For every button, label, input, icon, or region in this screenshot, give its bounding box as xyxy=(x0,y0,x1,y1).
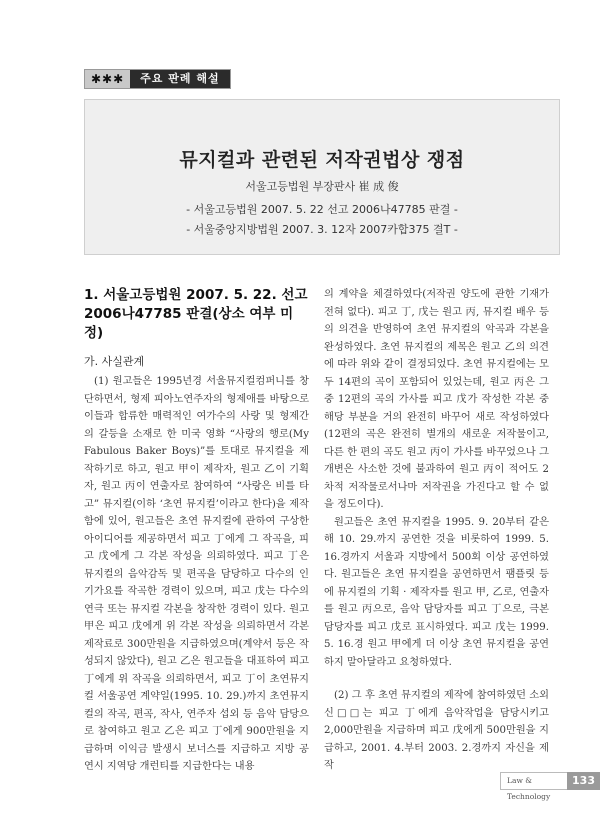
paragraph: 의 계약을 체결하였다(저작권 양도에 관한 기재가 전혀 없다). 피고 丁, 戊는 원고 丙, 뮤지컬 배우 등의 의견을 반영하여 초연 뮤지컬의 악곡과 각본을 완성하였다. 초연 뮤지컬의 제목은 원고 乙의 의견에 따라 위와 같이 결정되었다. 초연 뮤지컬에는 모두 14편의 곡이 포함되어 있었는데, 원고 丙은 그 중 12편의 곡의 가사를 피고 戊가 작성한 각본 중 해당 부분을 거의 완전히 바꾸어 새로 작성하였다(12편의 곡은 완전히 별개의 새로운 저작물이고, 다른 한 편의 곡도 원고 丙이 가사를 바꾸었으나 그 개변은 사소한 것에 불과하여 원고 丙이 적어도 2차적 저작물로서나마 저작권을 가진다고 할 수 없을 정도이다). xyxy=(324,289,549,510)
subsection-heading: 가. 사실관계 xyxy=(84,355,145,368)
page-footer xyxy=(500,772,600,801)
left-column xyxy=(84,286,309,776)
paragraph: 원고들은 초연 뮤지컬을 1995. 9. 20부터 같은 해 10. 29.까지 공연한 것을 비롯하여 1999. 5. 16.경까지 서울과 지방에서 500회 이상 공연하였다. 원고들은 초연 뮤지컬을 공연하면서 팸플릿 등에 뮤지컬의 기획 · 제작자를 원고 甲, 乙로, 연출자를 원고 丙으로, 음악 담당자를 피고 丁으로, 극본 담당자를 피고 戊로 표시하였다. 피고 戊는 1999. 5. 16.경 원고 甲에게 더 이상 초연 뮤지컬을 공연하지 말아달라고 요청하였다. xyxy=(324,516,549,668)
article-title: 뮤지컬과 관련된 저작권법상 쟁점 xyxy=(179,149,465,171)
section-heading: 1. 서울고등법원 2007. 5. 22. 선고 2006나47785 판결(상소 여부 미정) xyxy=(84,287,308,341)
title-box xyxy=(84,99,560,255)
case-reference-2: - 서울중앙지방법원 2007. 3. 12자 2007카합375 결T - xyxy=(186,223,458,236)
paragraph: (1) 원고들은 1995년경 서울뮤지컬컴퍼니를 창단하면서, 형제 피아노연주자의 형제애를 바탕으로 이들과 합류한 매력적인 여가수의 사랑 및 형제간의 갈등을 소재로 한 미국 영화 “사랑의 행로(My Fabulous Baker Boys)”를 토대로 뮤지컬을 제작하기로 하고, 원고 甲이 제작자, 원고 乙이 기획자, 원고 丙이 연출자로 참여하여 “사랑은 비를 타고” 뮤지컬(이하 ‘초연 뮤지컬’이라고 한다)을 제작함에 있어, 원고들은 초연 뮤지컬에 관하여 구상한 아이디어를 제공하면서 피고 丁에게 그 작곡을, 피고 戊에게 그 각본 작성을 의뢰하였다. 피고 丁은 뮤지컬의 음악감독 및 편곡을 담당하고 다수의 인기가요를 작곡한 경력이 있으며, 피고 戊는 다수의 연극 또는 뮤지컬 각본을 창작한 경력이 있다. 원고 甲은 피고 戊에게 위 각본 작성을 의뢰하면서 각본 제작료로 300만원을 지급하였으며(계약서 등은 작성되지 않았다), 원고 乙은 원고들을 대표하여 피고 丁에게 위 작곡을 의뢰하면서, 피고 丁이 초연뮤지컬 서울공연 계약일(1995. 10. 29.)까지 초연뮤지컬의 작곡, 편곡, 작사, 연주자 섭외 등 음악 담당으로 참여하고 원고 乙은 피고 丁에게 900만원을 지급하며 이익금 발생시 보너스를 지급하고 지방 공연시 지역당 개런티를 지급한다는 내용 xyxy=(84,376,309,772)
page-number: 133 xyxy=(567,772,600,790)
author-line: 서울고등법원 부장판사 崔 成 俊 xyxy=(245,180,399,193)
case-reference-1: - 서울고등법원 2007. 5. 22 선고 2006나47785 판결 - xyxy=(186,203,458,216)
section-label: 주요 판례 해설 xyxy=(130,70,229,88)
right-column xyxy=(324,286,549,775)
section-tag xyxy=(84,69,231,89)
paragraph: (2) 그 후 초연 뮤지컬의 제작에 참여하였던 소외 신□□는 피고 丁에게 음악작업을 담당시키고 2,000만원을 지급하며 피고 戊에게 500만원을 지급하고, 2001. 4.부터 2003. 2.경까지 자신을 제작 xyxy=(324,690,549,771)
journal-name: Law & Technology xyxy=(500,772,567,790)
stars-icon: ✱✱✱ xyxy=(85,70,130,88)
